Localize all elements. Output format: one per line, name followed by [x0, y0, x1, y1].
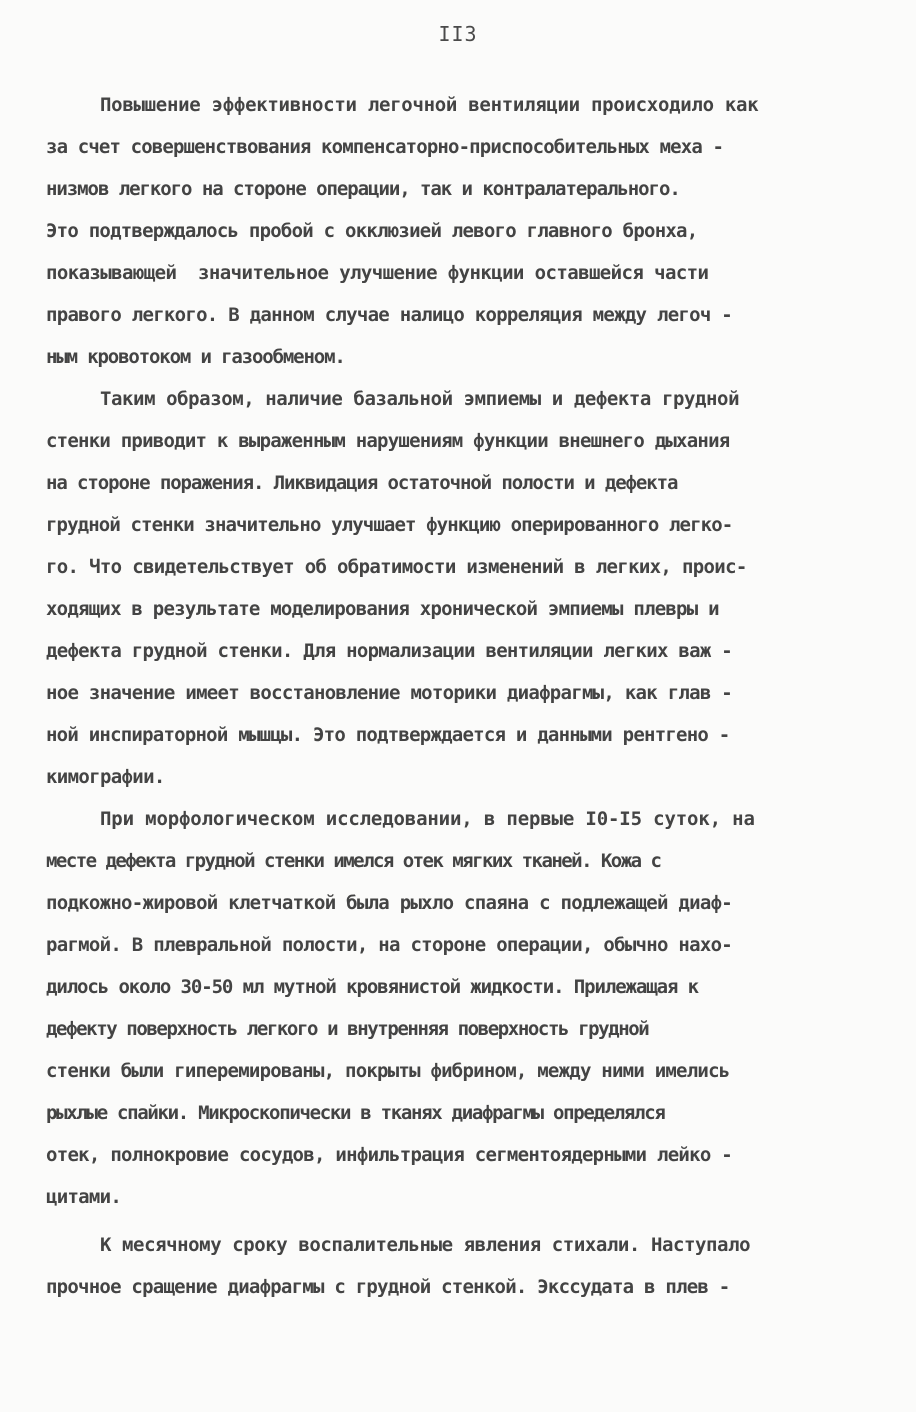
text-line-6: правого легкого. В данном случае налицо корреляция между легоч - [46, 304, 733, 326]
text-line-2: за счет совершенствования компенсаторно-приспособительных меха - [46, 136, 724, 158]
text-line-17: кимографии. [46, 766, 165, 788]
text-line-18: При морфологическом исследовании, в первые I0-I5 суток, на [100, 808, 755, 830]
text-line-11: грудной стенки значительно улучшает функцию оперированного легко- [46, 514, 733, 536]
text-line-29: прочное сращение диафрагмы с грудной стенкой. Экссудата в плев - [46, 1276, 730, 1298]
text-line-3: низмов легкого на стороне операции, так и контралатерального. [46, 178, 680, 200]
text-line-13: ходящих в результате моделирования хронической эмпиемы плевры и [46, 598, 719, 620]
text-line-28: К месячному сроку воспалительные явления стихали. Наступало [100, 1234, 751, 1256]
text-line-15: ное значение имеет восстановление моторики диафрагмы, как глав - [46, 682, 733, 704]
text-line-20: подкожно-жировой клетчаткой была рыхло спаяна с подлежащей диаф- [46, 892, 733, 914]
text-line-10: на стороне поражения. Ликвидация остаточной полости и дефекта [46, 472, 678, 494]
text-line-21: рагмой. В плевральной полости, на стороне операции, обычно нахо- [46, 934, 733, 956]
text-line-24: стенки были гиперемированы, покрыты фибрином, между ними имелись [46, 1060, 730, 1082]
text-line-12: го. Что свидетельствует об обратимости изменений в легких, проис- [46, 556, 747, 578]
text-line-14: дефекта грудной стенки. Для нормализации вентиляции легких важ - [46, 640, 733, 662]
text-line-16: ной инспираторной мышцы. Это подтверждается и данными рентгено - [46, 724, 730, 746]
page-number: II3 [438, 22, 478, 46]
text-line-8: Таким образом, наличие базальной эмпиемы и дефекта грудной [100, 388, 740, 410]
text-line-25: рыхлые спайки. Микроскопически в тканях диафрагмы определялся [46, 1102, 665, 1124]
text-line-23: дефекту поверхность легкого и внутренняя поверхность грудной [46, 1018, 649, 1040]
text-line-4: Это подтверждалось пробой с окклюзией левого главного бронха, [46, 220, 698, 242]
text-line-19: месте дефекта грудной стенки имелся отек мягких тканей. Кожа с [46, 850, 661, 872]
text-line-9: стенки приводит к выраженным нарушениям функции внешнего дыхания [46, 430, 730, 452]
text-line-26: отек, полнокровие сосудов, инфильтрация сегментоядерными лейко - [46, 1144, 733, 1166]
text-line-5: показывающей значительное улучшение функции оставшейся части [46, 262, 709, 284]
text-line-27: цитами. [46, 1186, 122, 1208]
text-line-7: ным кровотоком и газообменом. [46, 346, 345, 368]
text-line-1: Повышение эффективности легочной вентиляции происходило как [100, 94, 759, 116]
text-line-22: дилось около 30-50 мл мутной кровянистой жидкости. Прилежащая к [46, 976, 698, 998]
